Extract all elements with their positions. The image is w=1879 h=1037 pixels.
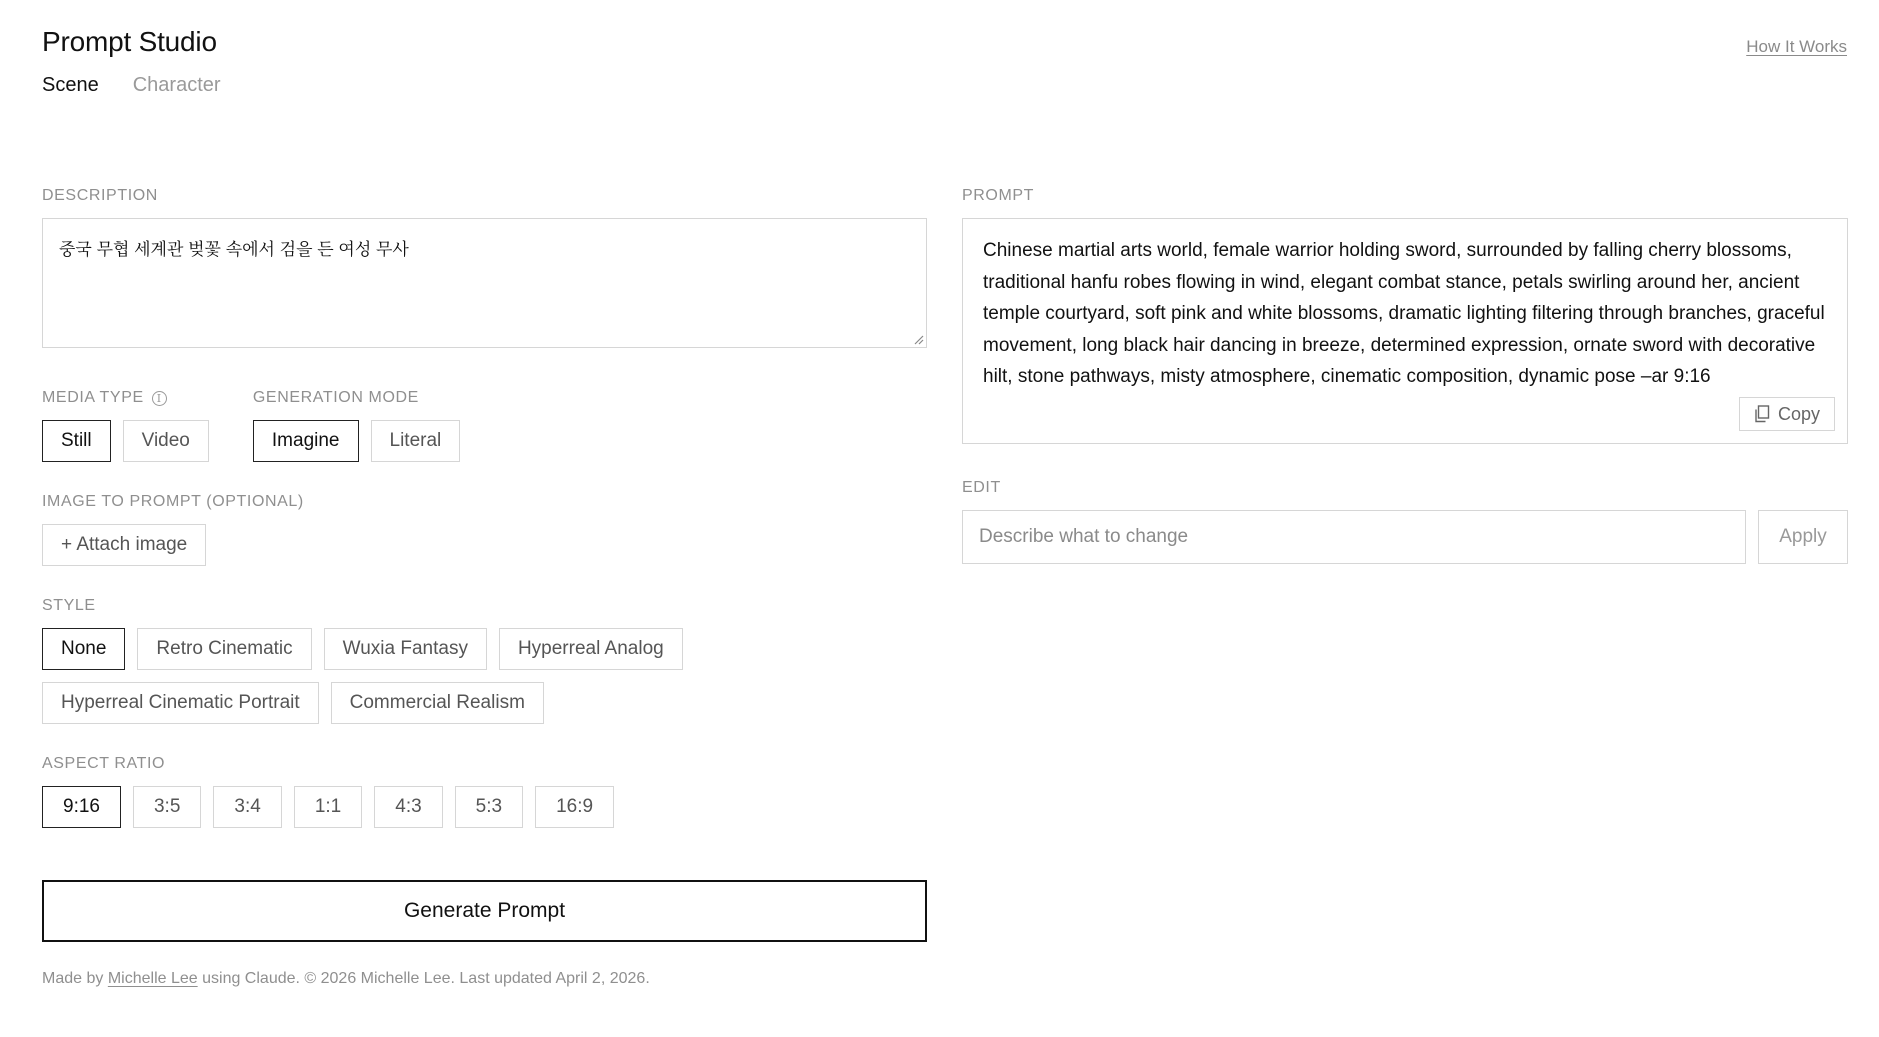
apply-button[interactable]: Apply: [1758, 510, 1848, 564]
generate-prompt-button[interactable]: Generate Prompt: [42, 880, 927, 942]
style-group: [42, 596, 927, 724]
media-type-label: MEDIA TYPE I: [42, 388, 209, 408]
footer-prefix: Made by: [42, 970, 104, 987]
mode-tabs: [42, 74, 221, 97]
description-label: DESCRIPTION: [42, 187, 158, 204]
prompt-label: PROMPT: [962, 187, 1035, 204]
app-title: Prompt Studio: [42, 26, 217, 57]
style-commercial-realism-button[interactable]: Commercial Realism: [331, 682, 544, 724]
style-label: STYLE: [42, 597, 96, 614]
tab-character[interactable]: Character: [132, 74, 221, 96]
generation-mode-group: [253, 388, 460, 462]
aspect-ratio-label: ASPECT RATIO: [42, 755, 166, 772]
copy-button[interactable]: [1739, 397, 1835, 431]
mode-literal-button[interactable]: Literal: [371, 420, 461, 462]
info-icon[interactable]: I: [152, 391, 167, 406]
edit-input[interactable]: [962, 510, 1746, 564]
edit-group: [962, 478, 1848, 564]
description-textarea[interactable]: [42, 218, 927, 348]
media-still-button[interactable]: Still: [42, 420, 111, 462]
footer: [42, 970, 650, 988]
edit-label: EDIT: [962, 479, 1001, 496]
style-retro-cinematic-button[interactable]: Retro Cinematic: [137, 628, 311, 670]
media-type-group: [42, 388, 209, 462]
style-hyperreal-cinematic-portrait-button[interactable]: Hyperreal Cinematic Portrait: [42, 682, 319, 724]
prompt-text: Chinese martial arts world, female warrior holding sword, surrounded by falling cherry blossoms, traditional hanfu robes flowing in wind, elegant combat stance, petals swirling around her, ancient temple courtyard, soft pink and white blossoms, dramatic lighting filtering through branches, graceful movement, long black hair dancing in breeze, determined expression, ornate sword with decorative hilt, stone pathways, misty atmosphere, cinematic composition, dynamic pose –ar 9:16: [983, 240, 1825, 387]
prompt-output: [962, 218, 1848, 444]
style-none-button[interactable]: None: [42, 628, 125, 670]
mode-imagine-button[interactable]: Imagine: [253, 420, 359, 462]
style-wuxia-fantasy-button[interactable]: Wuxia Fantasy: [324, 628, 487, 670]
ratio-5-3-button[interactable]: 5:3: [455, 786, 523, 828]
image-to-prompt-label: IMAGE TO PROMPT (OPTIONAL): [42, 493, 304, 510]
aspect-ratio-group: [42, 754, 927, 828]
footer-author-link[interactable]: Michelle Lee: [107, 970, 198, 987]
media-video-button[interactable]: Video: [123, 420, 209, 462]
type-mode-row: [42, 388, 927, 462]
ratio-16-9-button[interactable]: 16:9: [535, 786, 614, 828]
ratio-3-5-button[interactable]: 3:5: [133, 786, 201, 828]
resize-grip-icon[interactable]: [912, 333, 924, 345]
ratio-4-3-button[interactable]: 4:3: [374, 786, 442, 828]
copy-icon: [1754, 405, 1770, 423]
how-it-works-link[interactable]: How It Works: [1746, 37, 1847, 56]
attach-image-button[interactable]: + Attach image: [42, 524, 206, 566]
generation-mode-label: GENERATION MODE: [252, 389, 419, 406]
tab-scene[interactable]: Scene: [42, 74, 99, 96]
style-hyperreal-analog-button[interactable]: Hyperreal Analog: [499, 628, 683, 670]
description-value: 중국 무협 세계관 벚꽃 속에서 검을 든 여성 무사: [59, 240, 409, 259]
ratio-3-4-button[interactable]: 3:4: [213, 786, 281, 828]
left-panel: [42, 186, 927, 942]
image-to-prompt-group: [42, 492, 927, 566]
copy-label: Copy: [1777, 403, 1820, 424]
footer-suffix: using Claude. © 2026 Michelle Lee. Last updated April 2, 2026.: [202, 970, 650, 987]
ratio-1-1-button[interactable]: 1:1: [294, 786, 362, 828]
right-panel: [962, 186, 1848, 564]
ratio-9-16-button[interactable]: 9:16: [42, 786, 121, 828]
